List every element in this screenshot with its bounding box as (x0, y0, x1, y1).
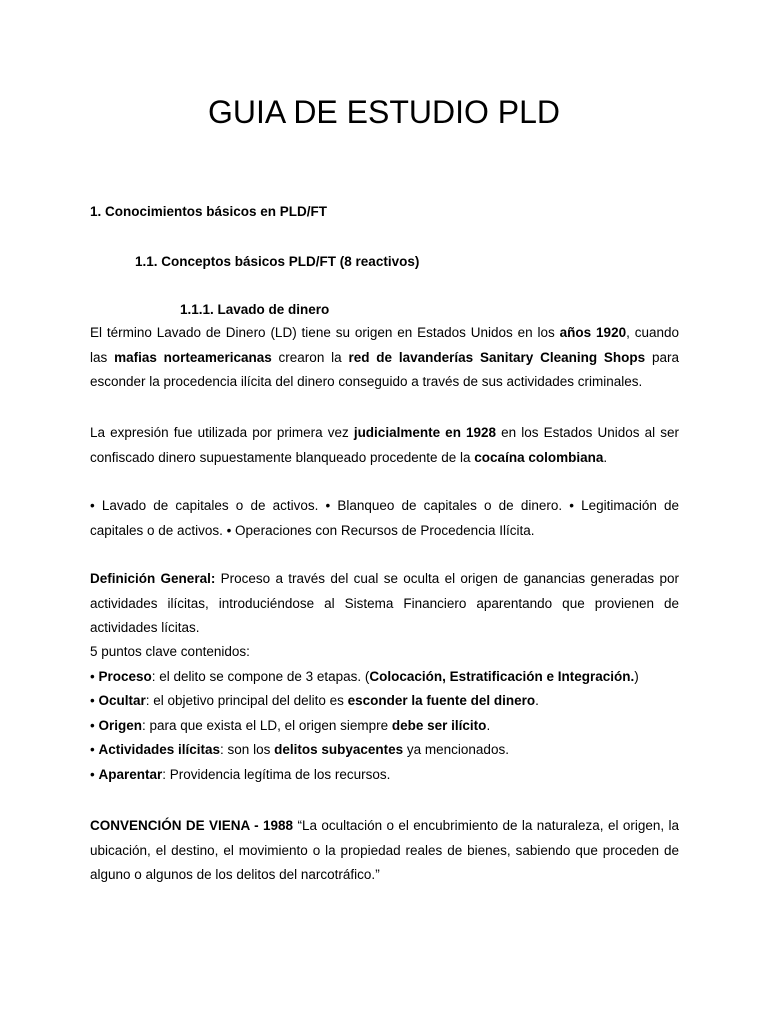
bold-run: Colocación, Estratificación e Integración. (369, 668, 635, 684)
subsubsection-heading-1-1-1: 1.1.1. Lavado de dinero (180, 302, 330, 317)
bullet: • (90, 693, 99, 708)
subsection-heading-1-1: 1.1. Conceptos básicos PLD/FT (8 reactivos) (135, 254, 420, 269)
text-run: , cuando las (90, 325, 680, 365)
text-run: La expresión fue utilizada por primera vez (90, 425, 354, 440)
text-run: : son los (220, 742, 275, 757)
key-points-list (90, 640, 679, 787)
bold-run: años 1920 (559, 325, 627, 340)
document-title: GUIA DE ESTUDIO PLD (207, 94, 561, 130)
text-run: Proceso a través del cual se oculta el origen de ganancias generadas por actividades ilícitas, introduciéndose al Sistema Financiero aparentando que provienen de actividades lícitas. (90, 571, 679, 635)
paragraph-origin (90, 321, 679, 395)
bold-run: esconder la fuente del dinero (347, 693, 536, 708)
bold-run: Actividades ilícitas (98, 742, 221, 757)
list-item (90, 665, 679, 690)
bold-run: Proceso (98, 668, 152, 684)
list-item (90, 738, 679, 763)
text-run: : para que exista el LD, el origen siempre (142, 717, 392, 733)
bold-run: debe ser ilícito (391, 717, 487, 733)
text-run: : el objetivo principal del delito es (145, 693, 348, 708)
text-run: ya mencionados. (403, 742, 509, 757)
text-run: para esconder la procedencia ilícita del dinero conseguido a través de sus actividades criminales. (90, 349, 679, 389)
bold-run: Ocultar (98, 693, 146, 708)
bold-run: Origen (98, 717, 142, 733)
paragraph-synonyms: • Lavado de capitales o de activos. • Blanqueo de capitales o de dinero. • Legitimación de capitales o de activos. • Operaciones con Recursos de Procedencia Ilícita. (90, 498, 679, 538)
list-item (90, 689, 679, 714)
bullet: • (90, 668, 99, 684)
bold-run: Definición General: (90, 571, 216, 586)
bold-run: mafias norteamericanas (114, 349, 272, 365)
bold-run: judicialmente en 1928 (353, 425, 497, 440)
text-run: : Providencia legítima de los recursos. (162, 766, 391, 782)
text-run: El término Lavado de Dinero (LD) tiene su origen en Estados Unidos en los (90, 325, 560, 340)
text-run: . (486, 717, 491, 733)
section-heading-1: 1. Conocimientos básicos en PLD/FT (90, 204, 328, 219)
text-run: “La ocultación o el encubrimiento de la naturaleza, el origen, la ubicación, el destino, el movimiento o la propiedad reales de bienes, sabiendo que proceden de alguno o algunos de los delitos del narcotráfico.” (90, 818, 679, 882)
bullet: • (90, 717, 99, 733)
text-run: . (535, 693, 539, 708)
text-run: . (603, 449, 608, 465)
text-run: en los Estados Unidos al ser confiscado dinero supuestamente blanqueado procedente de la (90, 425, 680, 465)
list-item (90, 714, 679, 739)
paragraph-definition (90, 567, 679, 641)
key-points-intro: 5 puntos clave contenidos: (90, 644, 250, 659)
bold-run: cocaína colombiana (474, 449, 604, 465)
bold-run: red de lavanderías Sanitary Cleaning Shops (348, 349, 646, 365)
paragraph-judicial (90, 421, 679, 470)
paragraph-vienna-convention (90, 814, 679, 888)
bold-run: Aparentar (98, 766, 163, 782)
text-run: ) (634, 668, 639, 684)
text-run: : el delito se compone de 3 etapas. ( (151, 668, 370, 684)
text-run: crearon la (271, 349, 349, 365)
list-item (90, 763, 679, 788)
bold-run: CONVENCIÓN DE VIENA - 1988 (90, 818, 294, 833)
bullet: • (90, 742, 99, 757)
bullet: • (90, 766, 99, 782)
bold-run: delitos subyacentes (274, 742, 404, 757)
